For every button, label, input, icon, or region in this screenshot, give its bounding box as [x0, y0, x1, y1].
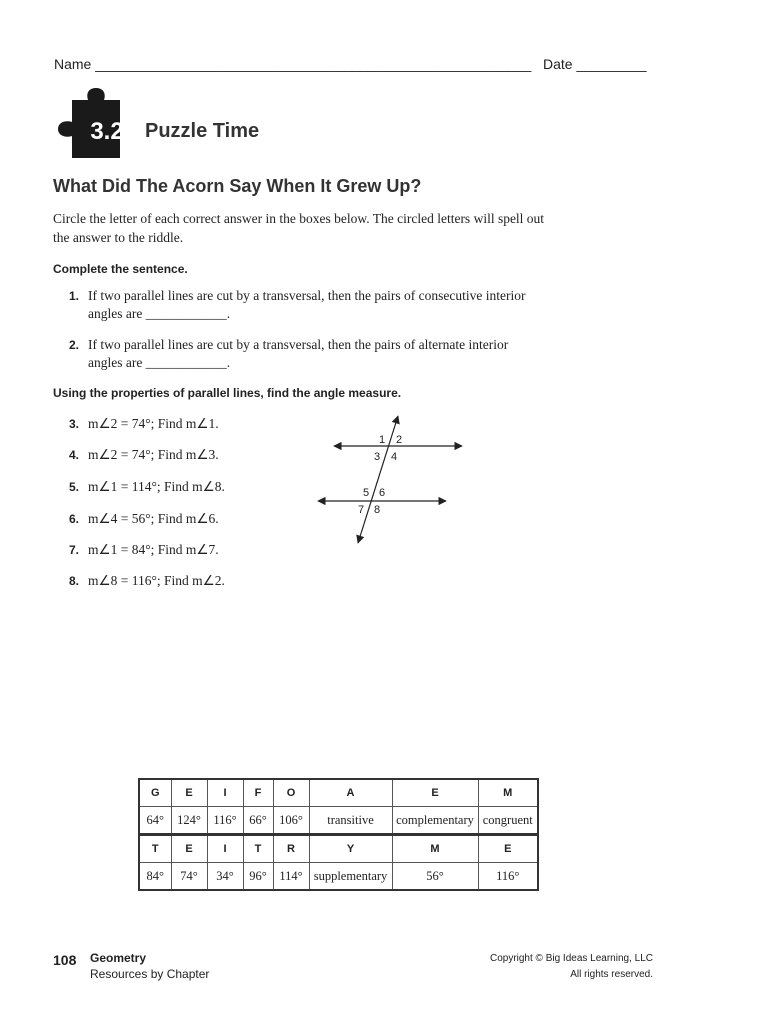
answer-letter[interactable]: E [392, 779, 478, 807]
riddle-title: What Did The Acorn Say When It Grew Up? [53, 176, 422, 196]
angle-label: 4 [391, 451, 398, 463]
problem-text: If two parallel lines are cut by a transversal, then the pairs of consecutive interior [88, 288, 526, 303]
answer-value: 114° [273, 863, 309, 891]
copyright-notice: Copyright © Big Ideas Learning, LLC [489, 953, 653, 964]
section-title: Puzzle Time [145, 120, 260, 142]
table-row [139, 863, 538, 891]
problem-number: 2. [69, 338, 80, 352]
angle-label: 8 [374, 504, 381, 516]
answer-letter[interactable]: Y [309, 835, 392, 863]
angle-label: 7 [358, 504, 365, 516]
name-field-label: Name ________________________________________________________ [54, 56, 532, 72]
answer-table [138, 778, 539, 891]
section-number: 3.2 [90, 118, 124, 145]
answer-letter[interactable]: G [139, 779, 171, 807]
problem-text: m∠2 = 74°; Find m∠1. [88, 416, 219, 431]
parallel-lines-diagram [312, 410, 472, 550]
problem-number: 1. [69, 289, 80, 303]
answer-letter[interactable]: E [171, 835, 207, 863]
answer-letter[interactable]: T [243, 835, 273, 863]
answer-value: 106° [273, 807, 309, 835]
problem-number: 5. [69, 480, 80, 494]
angle-label: 1 [379, 434, 386, 446]
table-row [139, 807, 538, 835]
answer-value: 116° [478, 863, 538, 891]
answer-value: 34° [207, 863, 243, 891]
instructions: Circle the letter of each correct answer in the boxes below. The circled letters will spell out the answer to the riddle. [53, 211, 545, 245]
answer-value: 96° [243, 863, 273, 891]
problem-text: If two parallel lines are cut by a transversal, then the pairs of alternate interior [88, 337, 509, 352]
answer-value: transitive [309, 807, 392, 835]
problem-number: 3. [69, 417, 80, 431]
answer-letter[interactable]: O [273, 779, 309, 807]
answer-value: 74° [171, 863, 207, 891]
problem-number: 8. [69, 574, 80, 588]
book-subtitle: Resources by Chapter [90, 967, 210, 981]
angle-label: 3 [374, 451, 381, 463]
problem-text: m∠1 = 114°; Find m∠8. [88, 479, 225, 494]
problem-text: m∠2 = 74°; Find m∠3. [88, 447, 219, 462]
answer-value: congruent [478, 807, 538, 835]
part2-heading: Using the properties of parallel lines, find the angle measure. [53, 386, 402, 400]
answer-letter[interactable]: I [207, 779, 243, 807]
rights-notice: All rights reserved. [570, 969, 653, 980]
book-title: Geometry [90, 951, 147, 965]
answer-letter[interactable]: E [478, 835, 538, 863]
problem-text: m∠4 = 56°; Find m∠6. [88, 511, 219, 526]
angle-label: 5 [363, 487, 370, 499]
answer-letter[interactable]: M [392, 835, 478, 863]
answer-letter[interactable]: T [139, 835, 171, 863]
table-row [139, 835, 538, 863]
answer-value: 124° [171, 807, 207, 835]
answer-value: 116° [207, 807, 243, 835]
problem-number: 6. [69, 512, 80, 526]
answer-value: supplementary [309, 863, 392, 891]
problem-number: 4. [69, 448, 80, 462]
answer-letter[interactable]: E [171, 779, 207, 807]
answer-letter[interactable]: A [309, 779, 392, 807]
part1-heading: Complete the sentence. [53, 262, 188, 276]
page-number: 108 [53, 952, 77, 968]
problem-text: m∠1 = 84°; Find m∠7. [88, 542, 219, 557]
answer-letter[interactable]: I [207, 835, 243, 863]
answer-letter[interactable]: R [273, 835, 309, 863]
answer-value: 66° [243, 807, 273, 835]
answer-value: 64° [139, 807, 171, 835]
problem-text: angles are ____________. [88, 306, 231, 321]
problem-text: m∠8 = 116°; Find m∠2. [88, 573, 225, 588]
answer-value: complementary [392, 807, 478, 835]
answer-letter[interactable]: F [243, 779, 273, 807]
table-row [139, 779, 538, 807]
answer-letter[interactable]: M [478, 779, 538, 807]
answer-value: 84° [139, 863, 171, 891]
problem-number: 7. [69, 543, 80, 557]
problem-text: angles are ____________. [88, 355, 231, 370]
answer-value: 56° [392, 863, 478, 891]
angle-label: 2 [396, 434, 403, 446]
angle-label: 6 [379, 487, 386, 499]
date-field-label: Date _________ [543, 56, 647, 72]
